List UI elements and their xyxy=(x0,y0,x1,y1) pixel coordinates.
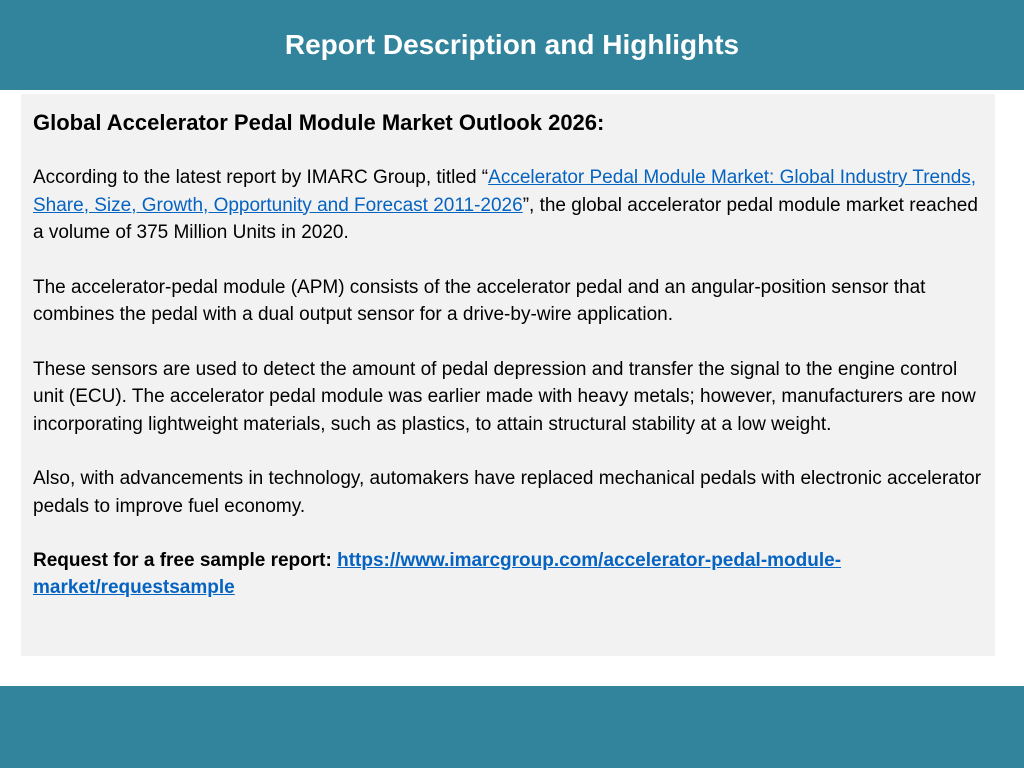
sample-request xyxy=(33,547,983,601)
intro-prefix: According to the latest report by IMARC Group, titled “ xyxy=(33,167,489,188)
advancements-paragraph: Also, with advancements in technology, automakers have replaced mechanical pedals with electronic accelerator pedals to improve fuel economy. xyxy=(33,468,982,517)
content-body xyxy=(33,108,983,601)
footer-band xyxy=(0,686,1024,768)
report-title-link[interactable]: Accelerator Pedal Module Market: Global Industry Trends, Share, Size, Growth, Opportunity and Forecast 2011-2026 xyxy=(33,167,977,216)
intro-paragraph xyxy=(33,164,983,247)
apm-paragraph: The accelerator-pedal module (APM) consists of the accelerator pedal and an angular-position sensor that combines the pedal with a dual output sensor for a drive-by-wire application. xyxy=(33,276,926,325)
content-panel xyxy=(21,94,995,656)
intro-suffix: ”, the global accelerator pedal module market reached a volume of 375 Million Units in 2020. xyxy=(33,194,978,243)
sample-request-label: Request for a free sample report: xyxy=(33,550,338,571)
page-title: Report Description and Highlights xyxy=(284,29,740,60)
sensors-paragraph: These sensors are used to detect the amount of pedal depression and transfer the signal to the engine control unit (ECU). The accelerator pedal module was earlier made with heavy metals; however, manufacturers are now incorporating lightweight materials, such as plastics, to attain structural stability at a low weight. xyxy=(33,358,976,435)
market-outlook-heading: Global Accelerator Pedal Module Market Outlook 2026: xyxy=(33,110,605,135)
sample-request-link[interactable]: https://www.imarcgroup.com/accelerator-pedal-module-market/requestsample xyxy=(33,550,842,598)
